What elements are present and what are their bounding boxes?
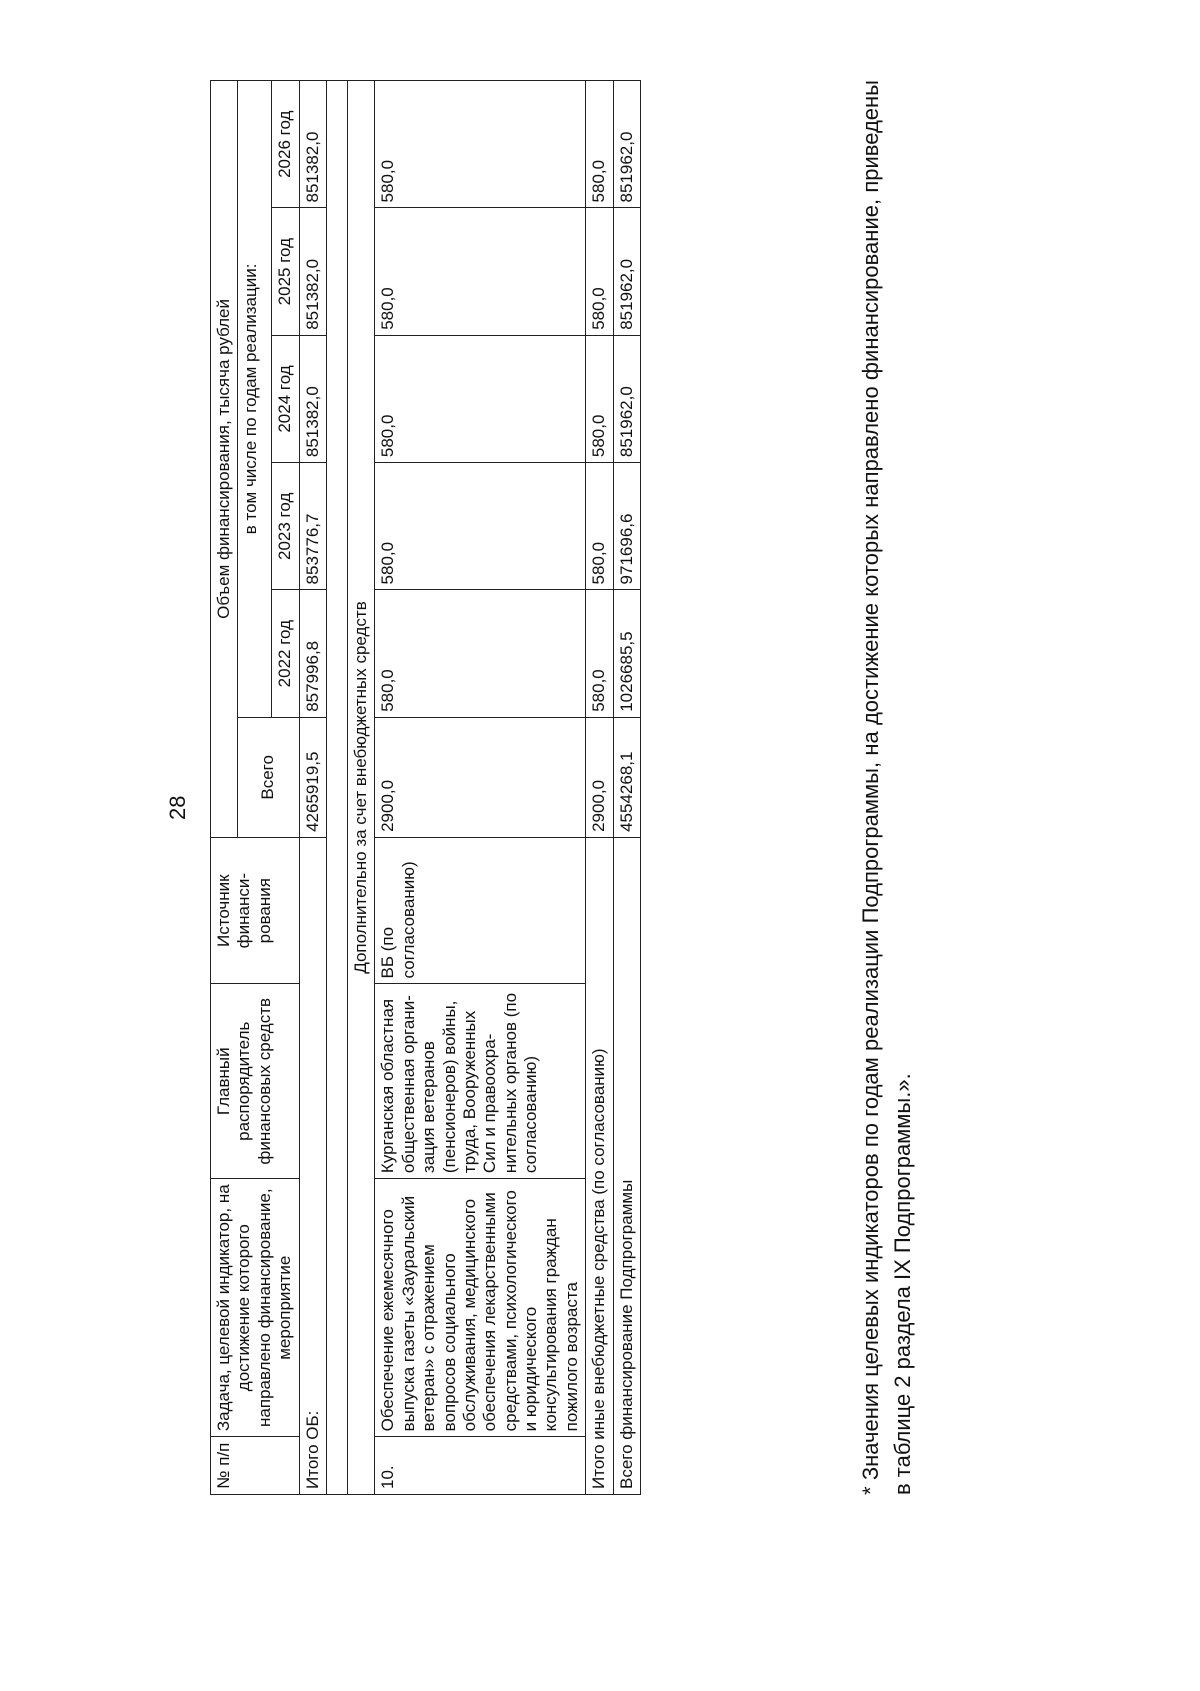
header-total: Всего [238, 717, 299, 837]
spacer-cell [326, 81, 347, 1495]
header-row-1 [211, 81, 238, 1495]
header-year: 2022 год [272, 590, 299, 717]
itogo-vb-year: 580,0 [586, 463, 613, 590]
header-manager: Главный распорядитель финансовых средств [211, 984, 300, 1179]
table-row-10 [375, 81, 586, 1495]
itogo-ob-row [299, 81, 326, 1495]
spacer-row [326, 81, 347, 1495]
row10-num: 10. [375, 1437, 586, 1495]
header-by-years: в том числе по годам реализации: [238, 81, 272, 718]
itogo-vb-row [586, 81, 613, 1495]
row10-year: 580,0 [375, 590, 586, 717]
itogo-ob-total: 4265919,5 [299, 717, 326, 837]
header-num: № п/п [211, 1437, 300, 1495]
header-task: Задача, целевой индикатор, на достижение которого направлено финансирование, мероприятие [211, 1179, 300, 1437]
page-number: 28 [165, 795, 190, 820]
row10-total: 2900,0 [375, 717, 586, 837]
vsego-year: 1026685,5 [613, 590, 640, 717]
itogo-ob-label: Итого ОБ: [299, 837, 326, 1494]
vsego-label: Всего финансирование Подпрограммы [613, 837, 640, 1494]
itogo-vb-year: 580,0 [586, 208, 613, 335]
section-row [347, 81, 374, 1495]
row10-year: 580,0 [375, 81, 586, 208]
footnote: * Значения целевых индикаторов по годам реализации Подпрограммы, на достижение которых направлено финансирование, приведены в таблице 2 раздела IX Подпрограммы.». [858, 80, 915, 1495]
itogo-ob-year: 853776,7 [299, 463, 326, 590]
header-source: Источник финанси-рования [211, 837, 300, 984]
itogo-vb-total: 2900,0 [586, 717, 613, 837]
itogo-vb-label: Итого иные внебюджетные средства (по согласованию) [586, 837, 613, 1494]
vsego-year: 971696,6 [613, 463, 640, 590]
vsego-total: 4554268,1 [613, 717, 640, 837]
row10-manager: Курганская областная общественная органи-зация ветеранов (пенсионеров) войны, труда, Вооруженных Сил и правоохра-нительных органов (по согласованию) [375, 984, 586, 1179]
itogo-ob-year: 851382,0 [299, 335, 326, 462]
itogo-vb-year: 580,0 [586, 335, 613, 462]
row10-year: 580,0 [375, 335, 586, 462]
row10-year: 580,0 [375, 463, 586, 590]
header-year: 2026 год [272, 81, 299, 208]
itogo-vb-year: 580,0 [586, 81, 613, 208]
vsego-row [613, 81, 640, 1495]
itogo-ob-year: 857996,8 [299, 590, 326, 717]
header-year: 2023 год [272, 463, 299, 590]
itogo-vb-year: 580,0 [586, 590, 613, 717]
row10-year: 580,0 [375, 208, 586, 335]
header-volume: Объем финансирования, тысяча рублей [211, 81, 238, 838]
itogo-ob-year: 851382,0 [299, 81, 326, 208]
header-year: 2025 год [272, 208, 299, 335]
vsego-year: 851962,0 [613, 208, 640, 335]
section-title: Дополнительно за счет внебюджетных средств [347, 81, 374, 1495]
vsego-year: 851962,0 [613, 335, 640, 462]
vsego-year: 851962,0 [613, 81, 640, 208]
row10-task: Обеспечение ежемесячного выпуска газеты «Зауральский ветеран» с отражением вопросов социального обслуживания, медицинского обеспечения лекарственными средствами, психологического и юридического консультирования граждан пожилого возраста [375, 1179, 586, 1437]
row10-source: ВБ (по согласованию) [375, 837, 586, 984]
header-year: 2024 год [272, 335, 299, 462]
financing-table [210, 80, 641, 1495]
itogo-ob-year: 851382,0 [299, 208, 326, 335]
